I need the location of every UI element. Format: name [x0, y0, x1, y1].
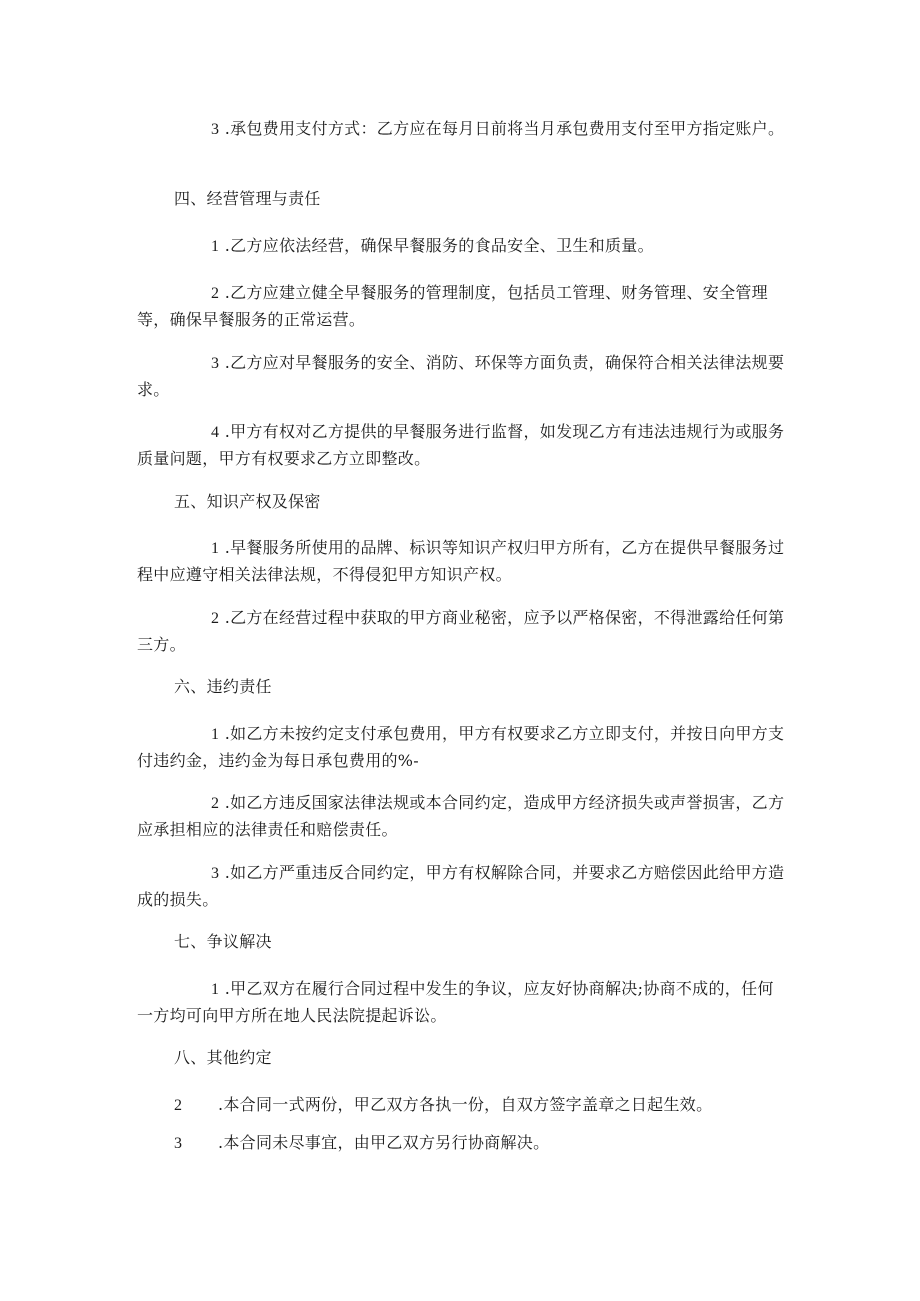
clause-text: .甲乙双方在履行合同过程中发生的争议，应友好协商解决;协商不成的，任何一方均可向甲方所在地人民法院提起诉讼。: [137, 979, 774, 1025]
clause-5-2: [137, 605, 785, 658]
section-heading-7: 七、争议解决: [174, 932, 272, 951]
clause-text: .早餐服务所使用的品牌、标识等知识产权归甲方所有，乙方在提供早餐服务过程中应遵守相关法律法规，不得侵犯甲方知识产权。: [137, 538, 785, 584]
clause-number: 1: [211, 981, 220, 998]
section-heading-8: 八、其他约定: [174, 1048, 272, 1067]
clause-text: .甲方有权对乙方提供的早餐服务进行监督，如发现乙方有违法违规行为或服务质量问题，甲方有权要求乙方立即整改。: [137, 422, 785, 468]
clause-6-1: [137, 721, 785, 774]
clause-text: .乙方在经营过程中获取的甲方商业秘密，应予以严格保密，不得泄露给任何第三方。: [137, 608, 785, 654]
clause-3-3: [137, 116, 785, 143]
clause-number: 1: [211, 540, 220, 557]
clause-text: .乙方应建立健全早餐服务的管理制度，包括员工管理、财务管理、安全管理等，确保早餐服务的正常运营。: [137, 283, 768, 329]
clause-number: 2: [211, 285, 220, 302]
clause-text: .如乙方严重违反合同约定，甲方有权解除合同，并要求乙方赔偿因此给甲方造成的损失。: [137, 863, 785, 909]
clause-number: 1: [211, 238, 220, 255]
clause-number: 2: [174, 1097, 183, 1114]
clause-number: 3: [211, 865, 220, 882]
section-heading-4: 四、经营管理与责任: [174, 189, 321, 208]
clause-text: .如乙方未按约定支付承包费用，甲方有权要求乙方立即支付，并按日向甲方支付违约金，违约金为每日承包费用的%-: [137, 724, 785, 770]
clause-text: .本合同一式两份，甲乙双方各执一份，自双方签字盖章之日起生效。: [218, 1095, 713, 1114]
clause-number: 3: [211, 121, 220, 138]
clause-number: 3: [174, 1135, 183, 1152]
clause-4-2: [137, 280, 785, 333]
clause-8-3: [174, 1130, 549, 1157]
clause-number: 2: [211, 610, 220, 627]
clause-number: 1: [211, 726, 220, 743]
section-heading-5: 五、知识产权及保密: [174, 492, 321, 511]
clause-7-1: [137, 976, 785, 1029]
clause-4-3: [137, 350, 785, 403]
clause-text: .乙方应对早餐服务的安全、消防、环保等方面负责，确保符合相关法律法规要求。: [137, 353, 785, 399]
clause-6-3: [137, 860, 785, 913]
clause-number: 2: [211, 795, 220, 812]
clause-number: 3: [211, 355, 220, 372]
clause-4-1: [137, 233, 785, 260]
clause-text: .如乙方违反国家法律法规或本合同约定，造成甲方经济损失或声誉损害，乙方应承担相应的法律责任和赔偿责任。: [137, 793, 785, 839]
clause-text: .承包费用支付方式：乙方应在每月日前将当月承包费用支付至甲方指定账户。: [219, 119, 785, 138]
clause-5-1: [137, 535, 785, 588]
clause-4-4: [137, 419, 785, 472]
clause-6-2: [137, 790, 785, 843]
section-heading-6: 六、违约责任: [174, 677, 272, 696]
clause-number: 4: [211, 424, 220, 441]
clause-text: .本合同未尽事宜，由甲乙双方另行协商解决。: [218, 1133, 550, 1152]
clause-8-2: [174, 1092, 712, 1119]
clause-text: .乙方应依法经营，确保早餐服务的食品安全、卫生和质量。: [219, 236, 654, 255]
